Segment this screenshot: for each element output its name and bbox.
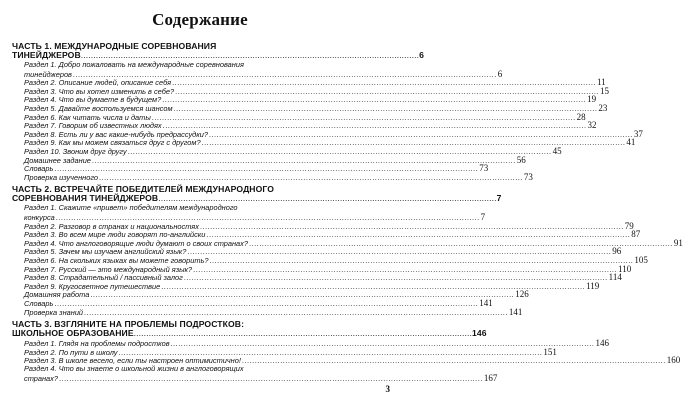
toc-entry: Раздел 1. Скажите «привет» победителям международного [24,203,238,213]
toc-entry: Раздел 4. Что вы знаете о школьной жизни в англоговорящих [24,364,244,373]
toc-entry: Раздел 6. Как читать числа и даты ..... 28 [24,113,384,122]
toc-entry: Раздел 3. Во всем мире люди говорят по-английски ..... 87 [24,230,384,239]
part-heading-line: ЧАСТЬ 2. ВСТРЕЧАЙТЕ ПОБЕДИТЕЛЕЙ МЕЖДУНАРОДНОГО [12,184,275,195]
toc-entry: Раздел 3. В школе весело, если ты настроен оптимистично! ..... 160 [24,356,384,365]
toc-entry: Раздел 5. Давайте воспользуемся шансом ..... 23 [24,104,384,113]
part-heading-line: ЧАСТЬ 3. ВЗГЛЯНИТЕ НА ПРОБЛЕМЫ ПОДРОСТКОВ: [12,319,245,330]
toc-entry: странах? ..... 167 [24,374,384,383]
page-number: 3 [385,384,390,394]
toc-entry: конкурса ..... 7 [24,213,384,222]
toc-entry: Раздел 7. Русский — это международный язык? ..... 110 [24,265,384,274]
part-heading-3: ЧАСТЬ 3. ВЗГЛЯНИТЕ НА ПРОБЛЕМЫ ПОДРОСТКОВ: ШКОЛЬНОЕ ОБРАЗОВАНИЕ ........................................................................................................................................ 146 [12,319,487,339]
toc-entry: Раздел 2. Разговор в странах и национальностях ..... 79 [24,222,384,231]
part-heading-line: ШКОЛЬНОЕ ОБРАЗОВАНИЕ [12,328,134,339]
toc-entry: Проверка знаний ..... 141 [24,308,384,317]
toc-entry: Словарь ..... 73 [24,164,384,173]
toc-entry: Раздел 10. Звоним друг другу ..... 45 [24,147,384,156]
part-heading-line: ЧАСТЬ 1. МЕЖДУНАРОДНЫЕ СОРЕВНОВАНИЯ [12,41,217,51]
toc-entry: Раздел 3. Что вы хотел изменить в себе? ..... 15 [24,87,384,96]
toc-entry: Раздел 4. Что англоговорящие люди думают о своих странах? ..... 91 [24,239,384,248]
toc-entry: Раздел 4. Что вы думаете в будущем? ..... 19 [24,95,384,104]
toc-entry: Раздел 7. Говорим об известных людях ..... 32 [24,121,384,130]
toc-entry: Домашнее задание ..... 56 [24,156,384,165]
part-heading-line: ТИНЕЙДЖЕРОВ [12,50,81,60]
part-heading-2: ЧАСТЬ 2. ВСТРЕЧАЙТЕ ПОБЕДИТЕЛЕЙ МЕЖДУНАРОДНОГО СОРЕВНОВАНИЯ ТИНЕЙДЖЕРОВ ........................................................................................................................................ 7 [12,184,502,204]
part-heading-page: 146 [472,328,487,339]
toc-entry: Раздел 1. Добро пожаловать на международные соревнования [24,60,244,69]
part-heading-1: ЧАСТЬ 1. МЕЖДУНАРОДНЫЕ СОРЕВНОВАНИЯ ТИНЕЙДЖЕРОВ ........................................................................................................................................ 6 [12,41,424,60]
part-heading-page: 7 [496,193,502,204]
toc-entry: тинейджеров ..... 6 [24,70,384,79]
page-title: Содержание [152,10,248,29]
toc-entry: Раздел 6. На скольких языках вы можете говорить? ..... 105 [24,256,384,265]
toc-entry: Раздел 1. Глядя на проблемы подростков ..... 146 [24,339,384,348]
toc-entry: Раздел 2. По пути в школу ..... 151 [24,348,384,357]
toc-entry: Проверка изученного ..... 73 [24,173,384,182]
toc-entry: Домашняя работа ..... 126 [24,290,384,299]
toc-entry: Словарь ..... 141 [24,299,384,308]
toc-entry: Раздел 9. Кругосветное путешествие ..... 119 [24,282,384,291]
toc-entry: Раздел 2. Описание людей, описание себя ..... 11 [24,78,384,87]
toc-entry: Раздел 8. Страдательный / пассивный залог ..... 114 [24,273,384,282]
part-heading-page: 6 [419,50,424,60]
toc-entry: Раздел 5. Зачем мы изучаем английский язык? ..... 96 [24,247,384,256]
part-heading-line: СОРЕВНОВАНИЯ ТИНЕЙДЖЕРОВ [12,193,159,204]
toc-entry: Раздел 9. Как мы можем связаться друг с другом? ..... 41 [24,138,384,147]
toc-entry: Раздел 8. Есть ли у вас какие-нибудь предрассудки? ..... 37 [24,130,384,139]
